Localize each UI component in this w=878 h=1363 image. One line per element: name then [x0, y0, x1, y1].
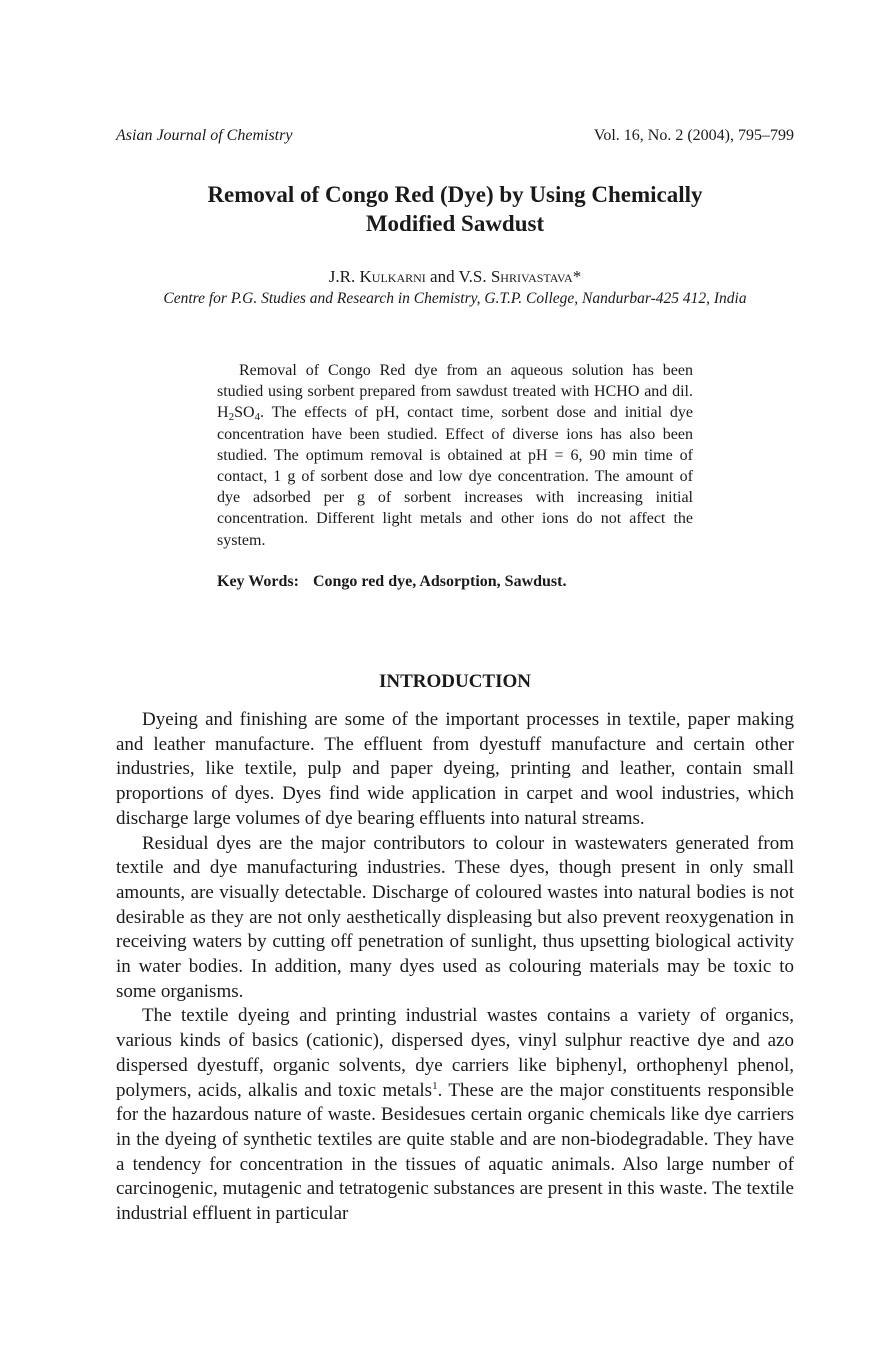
author-affiliation: Centre for P.G. Studies and Research in Chemistry, G.T.P. College, Nandurbar-425 412, India	[163, 290, 747, 307]
journal-name: Asian Journal of Chemistry	[116, 127, 293, 144]
keywords	[217, 571, 693, 592]
author-list	[116, 266, 794, 288]
volume-info: Vol. 16, No. 2 (2004), 795–799	[593, 127, 794, 144]
corresponding-author-marker: *	[572, 267, 582, 286]
author-1-surname: Kulkarni	[359, 267, 426, 286]
intro-paragraph-3-text-1: The textile dyeing and printing industrial wastes contains a variety of organics, various kinds of basics (cationic), dispersed dyes, vinyl sulphur reactive dye and azo dispersed dyestuff, organic solvents, dye carriers like biphenyl, orthophenyl phenol, polymers, acids, alkalis and toxic metals	[116, 1005, 794, 1101]
section-heading-introduction: INTRODUCTION	[378, 671, 532, 692]
abstract	[217, 360, 693, 551]
running-head	[116, 126, 794, 146]
keywords-value: Congo red dye, Adsorption, Sawdust.	[312, 573, 567, 590]
abstract-subscript-1: 2	[228, 411, 235, 424]
keywords-label: Key Words:	[217, 573, 299, 590]
article-title	[116, 180, 794, 238]
article-title-line-2: Modified Sawdust	[365, 211, 545, 236]
intro-paragraph-3-text-2: . These are the major constituents responsible for the hazardous nature of waste. Besidesues certain organic chemicals like dye carriers in the dyeing of synthetic textiles are quite stable and are non-biodegradable. They have a tendency for concentration in the tissues of aquatic animals. Also large number of carcinogenic, mutagenic and tetratogenic substances are present in this waste. The textile industrial effluent in particular	[116, 1079, 794, 1225]
intro-paragraph-2: Residual dyes are the major contributors to colour in wastewaters generated from textile and dye manufacturing industries. These dyes, though present in only small amounts, are visually detectable. Discharge of coloured wastes into natural bodies is not desirable as they are not only aesthetically displeasing but also prevent reoxygenation in receiving waters by cutting off penetration of sunlight, thus upsetting biological activity in water bodies. In addition, many dyes used as colouring materials may be toxic to some organisms.	[116, 832, 794, 1002]
author-1-initials: J.R.	[328, 267, 360, 286]
abstract-subscript-2: 4	[254, 411, 261, 424]
intro-paragraph-1: Dyeing and finishing are some of the important processes in textile, paper making and leather manufacture. The effluent from dyestuff manufacture and certain other industries, like textile, pulp and paper dyeing, printing and leather, contain small proportions of dyes. Dyes find wide application in carpet and wool industries, which discharge large volumes of dye bearing effluents into natural streams.	[116, 709, 794, 829]
introduction-body	[116, 708, 794, 1227]
citation-reference-1: 1	[432, 1079, 438, 1092]
author-2-surname: Shrivastava	[490, 267, 573, 286]
abstract-text-2: SO	[234, 404, 255, 422]
abstract-text-3: . The effects of pH, contact time, sorbent dose and initial dye concentration have been studied. Effect of diverse ions has also been studied. The optimum removal is obtained at pH = 6, 90 min time of contact, 1 g of sorbent dose and low dye concentration. The amount of dye adsorbed per g of sorbent increases with increasing initial concentration. Different light metals and other ions do not affect the system.	[217, 404, 693, 549]
intro-paragraph-3	[116, 1004, 794, 1226]
article-title-line-1: Removal of Congo Red (Dye) by Using Chemically	[207, 182, 703, 207]
author-conjunction: and	[425, 267, 459, 286]
abstract-text-1: Removal of Congo Red dye from an aqueous solution has been studied using sorbent prepared from sawdust treated with HCHO and dil. H	[217, 362, 693, 422]
author-2-initials: V.S.	[458, 267, 491, 286]
